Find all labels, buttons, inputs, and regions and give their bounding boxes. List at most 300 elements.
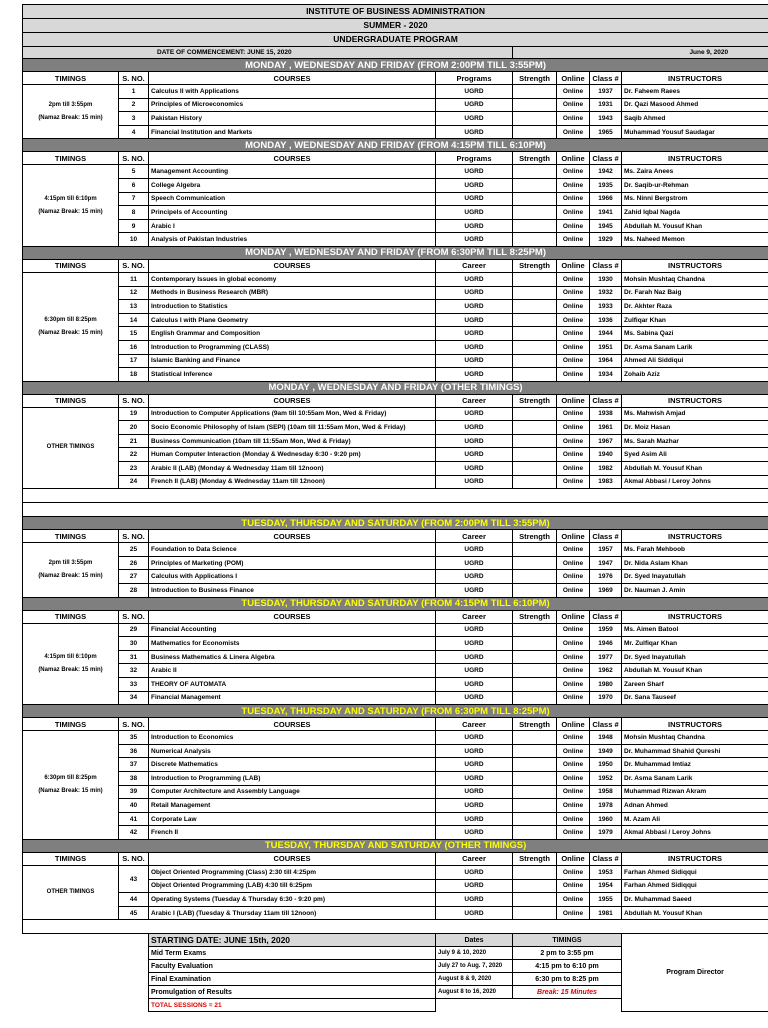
program-cell: UGRD <box>436 421 513 435</box>
schedule-label: Mid Term Exams <box>149 947 436 960</box>
program-cell: UGRD <box>436 691 513 705</box>
table-row <box>23 462 768 476</box>
sno-cell: 2 <box>119 98 149 112</box>
spacer-row <box>23 920 768 934</box>
instructor-cell: Dr. Moiz Hasan <box>622 421 768 435</box>
program-cell: UGRD <box>436 340 513 354</box>
instructor-cell: Akmal Abbasi / Leroy Johns <box>622 826 768 840</box>
section-title: MONDAY , WEDNESDAY AND FRIDAY (FROM 4:15PM TILL 6:10PM) <box>23 139 768 152</box>
strength-cell <box>513 691 557 705</box>
class-cell: 1940 <box>590 448 622 462</box>
table-row <box>23 354 768 368</box>
col-class: Class # <box>590 610 622 623</box>
sno-cell: 10 <box>119 233 149 247</box>
class-cell: 1977 <box>590 650 622 664</box>
instructor-cell: Farhan Ahmed Sidiqqui <box>622 865 768 879</box>
program-cell: UGRD <box>436 584 513 598</box>
timing-label: 4:15pm till 6:10pm <box>25 193 116 206</box>
instructor-cell: Ms. Mahwish Amjad <box>622 407 768 421</box>
program-cell: UGRD <box>436 462 513 476</box>
program-cell: UGRD <box>436 125 513 139</box>
program-cell: UGRD <box>436 543 513 557</box>
sno-cell: 38 <box>119 771 149 785</box>
sno-cell: 5 <box>119 165 149 179</box>
strength-cell <box>513 623 557 637</box>
timing-cell <box>23 85 119 139</box>
online-cell: Online <box>557 637 590 651</box>
namaz-break-label: (Namaz Break: 15 min) <box>25 785 116 798</box>
strength-cell <box>513 233 557 247</box>
class-cell: 1969 <box>590 584 622 598</box>
table-row <box>23 434 768 448</box>
namaz-break-label: (Namaz Break: 15 min) <box>25 112 116 125</box>
table-row <box>23 112 768 126</box>
col-programs: Career <box>436 610 513 623</box>
col-sno: S. NO. <box>119 610 149 623</box>
timing-label: 2pm till 3:55pm <box>25 99 116 112</box>
table-row <box>23 584 768 598</box>
timing-label: 6:30pm till 8:25pm <box>25 772 116 785</box>
strength-cell <box>513 112 557 126</box>
online-cell: Online <box>557 178 590 192</box>
online-cell: Online <box>557 826 590 840</box>
program-cell: UGRD <box>436 678 513 692</box>
col-instructors: INSTRUCTORS <box>622 394 768 407</box>
table-row <box>23 570 768 584</box>
class-cell: 1978 <box>590 799 622 813</box>
online-cell: Online <box>557 758 590 772</box>
online-cell: Online <box>557 165 590 179</box>
course-cell: Analysis of Pakistan Industries <box>149 233 436 247</box>
timing-label: 2pm till 3:55pm <box>25 557 116 570</box>
sno-cell: 15 <box>119 327 149 341</box>
sno-cell: 28 <box>119 584 149 598</box>
sno-cell: 33 <box>119 678 149 692</box>
course-cell: Arabic I <box>149 219 436 233</box>
course-cell: French II (LAB) (Monday & Wednesday 11am till 12noon) <box>149 475 436 489</box>
course-cell: Introduction to Programming (CLASS) <box>149 340 436 354</box>
online-cell: Online <box>557 879 590 893</box>
class-cell: 1981 <box>590 906 622 920</box>
course-cell: Arabic II <box>149 664 436 678</box>
class-cell: 1957 <box>590 543 622 557</box>
instructor-cell: Dr. Sana Tauseef <box>622 691 768 705</box>
col-class: Class # <box>590 530 622 543</box>
sno-cell: 3 <box>119 112 149 126</box>
course-cell: English Grammar and Composition <box>149 327 436 341</box>
sno-cell: 22 <box>119 448 149 462</box>
table-row <box>23 785 768 799</box>
sno-cell: 30 <box>119 637 149 651</box>
col-sno: S. NO. <box>119 152 149 165</box>
course-cell: Financial Accounting <box>149 623 436 637</box>
course-cell: Object Oriented Programming (Class) 2:30 till 4:25pm <box>149 865 436 879</box>
online-cell: Online <box>557 434 590 448</box>
instructor-cell: Ms. Ninni Bergstrom <box>622 192 768 206</box>
col-strength: Strength <box>513 72 557 85</box>
class-cell: 1967 <box>590 434 622 448</box>
namaz-break-label: (Namaz Break: 15 min) <box>25 327 116 340</box>
sno-cell: 40 <box>119 799 149 813</box>
strength-cell <box>513 678 557 692</box>
strength-cell <box>513 812 557 826</box>
section-title: TUESDAY, THURSDAY AND SATURDAY (FROM 4:15PM TILL 6:10PM) <box>23 597 768 610</box>
sno-cell: 42 <box>119 826 149 840</box>
table-row <box>23 272 768 286</box>
program-cell: UGRD <box>436 865 513 879</box>
program-cell: UGRD <box>436 785 513 799</box>
col-instructors: INSTRUCTORS <box>622 72 768 85</box>
instructor-cell: Dr. Syed Inayatullah <box>622 570 768 584</box>
program-cell: UGRD <box>436 906 513 920</box>
sno-cell: 4 <box>119 125 149 139</box>
course-cell: Retail Management <box>149 799 436 813</box>
program-cell: UGRD <box>436 286 513 300</box>
class-cell: 1958 <box>590 785 622 799</box>
strength-cell <box>513 286 557 300</box>
online-cell: Online <box>557 785 590 799</box>
table-row <box>23 421 768 435</box>
strength-cell <box>513 85 557 99</box>
section-title: TUESDAY, THURSDAY AND SATURDAY (FROM 6:30PM TILL 8:25PM) <box>23 705 768 718</box>
col-instructors: INSTRUCTORS <box>622 530 768 543</box>
table-row <box>23 826 768 840</box>
schedule-date: July 27 to Aug. 7, 2020 <box>436 960 513 973</box>
strength-cell <box>513 462 557 476</box>
sno-cell: 31 <box>119 650 149 664</box>
online-cell: Online <box>557 893 590 907</box>
table-row <box>23 799 768 813</box>
program-cell: UGRD <box>436 178 513 192</box>
online-cell: Online <box>557 799 590 813</box>
course-cell: College Algebra <box>149 178 436 192</box>
table-row <box>23 448 768 462</box>
col-strength: Strength <box>513 530 557 543</box>
col-courses: COURSES <box>149 72 436 85</box>
col-sno: S. NO. <box>119 394 149 407</box>
footer-blank <box>436 999 622 1012</box>
document-date: June 9, 2020 <box>513 47 768 59</box>
online-cell: Online <box>557 206 590 220</box>
col-online: Online <box>557 718 590 731</box>
course-cell: Principles of Marketing (POM) <box>149 556 436 570</box>
instructor-cell: Dr. Muhammad Shahid Qureshi <box>622 744 768 758</box>
class-cell: 1937 <box>590 85 622 99</box>
class-cell: 1947 <box>590 556 622 570</box>
sno-cell: 26 <box>119 556 149 570</box>
class-cell: 1943 <box>590 112 622 126</box>
online-cell: Online <box>557 313 590 327</box>
col-class: Class # <box>590 394 622 407</box>
schedule-date: August 8 & 9, 2020 <box>436 973 513 986</box>
col-timings: TIMINGS <box>23 530 119 543</box>
strength-cell <box>513 879 557 893</box>
program-cell: UGRD <box>436 272 513 286</box>
col-programs: Programs <box>436 72 513 85</box>
strength-cell <box>513 313 557 327</box>
table-row <box>23 650 768 664</box>
col-strength: Strength <box>513 852 557 865</box>
instructor-cell: Zahid Iqbal Nagda <box>622 206 768 220</box>
class-cell: 1970 <box>590 691 622 705</box>
col-online: Online <box>557 72 590 85</box>
table-row <box>23 691 768 705</box>
online-cell: Online <box>557 664 590 678</box>
starting-date: STARTING DATE: JUNE 15th, 2020 <box>149 934 436 947</box>
class-cell: 1982 <box>590 462 622 476</box>
program-cell: UGRD <box>436 327 513 341</box>
table-row <box>23 206 768 220</box>
course-cell: Islamic Banking and Finance <box>149 354 436 368</box>
strength-cell <box>513 354 557 368</box>
timing-label: 4:15pm till 6:10pm <box>25 651 116 664</box>
table-row <box>23 407 768 421</box>
timing-label: OTHER TIMINGS <box>25 886 116 899</box>
sno-cell: 24 <box>119 475 149 489</box>
instructor-cell: Ms. Aimen Batool <box>622 623 768 637</box>
online-cell: Online <box>557 448 590 462</box>
sno-cell: 41 <box>119 812 149 826</box>
col-strength: Strength <box>513 718 557 731</box>
col-sno: S. NO. <box>119 72 149 85</box>
class-cell: 1951 <box>590 340 622 354</box>
program-cell: UGRD <box>436 165 513 179</box>
instructor-cell: Dr. Nauman J. Amin <box>622 584 768 598</box>
col-strength: Strength <box>513 259 557 272</box>
table-row <box>23 758 768 772</box>
course-cell: Mathematics for Economists <box>149 637 436 651</box>
col-programs: Career <box>436 394 513 407</box>
program-cell: UGRD <box>436 233 513 247</box>
program-cell: UGRD <box>436 219 513 233</box>
online-cell: Online <box>557 812 590 826</box>
schedule-date: August 8 to 16, 2020 <box>436 986 513 999</box>
instructor-cell: Ms. Naheed Memon <box>622 233 768 247</box>
strength-cell <box>513 584 557 598</box>
col-courses: COURSES <box>149 852 436 865</box>
program-cell: UGRD <box>436 368 513 382</box>
program-cell: UGRD <box>436 570 513 584</box>
instructor-cell: Farhan Ahmed Sidiqqui <box>622 879 768 893</box>
strength-cell <box>513 731 557 745</box>
table-row <box>23 313 768 327</box>
program-cell: UGRD <box>436 799 513 813</box>
course-cell: Computer Architecture and Assembly Language <box>149 785 436 799</box>
col-timings: TIMINGS <box>23 152 119 165</box>
namaz-break-label: (Namaz Break: 15 min) <box>25 206 116 219</box>
sno-cell: 16 <box>119 340 149 354</box>
strength-cell <box>513 300 557 314</box>
class-cell: 1945 <box>590 219 622 233</box>
col-sno: S. NO. <box>119 718 149 731</box>
course-cell: Corporate Law <box>149 812 436 826</box>
online-cell: Online <box>557 906 590 920</box>
col-courses: COURSES <box>149 394 436 407</box>
table-row <box>23 219 768 233</box>
class-cell: 1935 <box>590 178 622 192</box>
strength-cell <box>513 448 557 462</box>
online-cell: Online <box>557 327 590 341</box>
strength-cell <box>513 906 557 920</box>
col-instructors: INSTRUCTORS <box>622 152 768 165</box>
course-cell: Calculus I with Plane Geometry <box>149 313 436 327</box>
timings-header: TIMINGS <box>513 934 622 947</box>
timetable-page <box>22 4 768 1012</box>
class-cell: 1983 <box>590 475 622 489</box>
table-row <box>23 637 768 651</box>
sno-cell: 19 <box>119 407 149 421</box>
online-cell: Online <box>557 543 590 557</box>
course-cell: Discrete Mathematics <box>149 758 436 772</box>
schedule-timing: Break: 15 Minutes <box>513 986 622 999</box>
instructor-cell: Ms. Sabina Qazi <box>622 327 768 341</box>
program-cell: UGRD <box>436 556 513 570</box>
instructor-cell: Dr. Muhammad Saeed <box>622 893 768 907</box>
strength-cell <box>513 178 557 192</box>
strength-cell <box>513 327 557 341</box>
strength-cell <box>513 98 557 112</box>
program-cell: UGRD <box>436 758 513 772</box>
program-cell: UGRD <box>436 744 513 758</box>
program-cell: UGRD <box>436 893 513 907</box>
course-cell: Methods in Business Research (MBR) <box>149 286 436 300</box>
table-row <box>23 893 768 907</box>
table-row <box>23 664 768 678</box>
course-cell: Arabic II (LAB) (Monday & Wednesday 11am till 12noon) <box>149 462 436 476</box>
strength-cell <box>513 865 557 879</box>
col-programs: Career <box>436 852 513 865</box>
col-instructors: INSTRUCTORS <box>622 718 768 731</box>
col-programs: Career <box>436 530 513 543</box>
col-strength: Strength <box>513 610 557 623</box>
sno-cell: 43 <box>119 865 149 892</box>
instructor-cell: Mohsin Mushtaq Chandna <box>622 731 768 745</box>
class-cell: 1941 <box>590 206 622 220</box>
online-cell: Online <box>557 556 590 570</box>
col-class: Class # <box>590 72 622 85</box>
strength-cell <box>513 368 557 382</box>
instructor-cell: Ms. Sarah Mazhar <box>622 434 768 448</box>
class-cell: 1965 <box>590 125 622 139</box>
course-cell: Business Mathematics & Linera Algebra <box>149 650 436 664</box>
course-cell: Introduction to Business Finance <box>149 584 436 598</box>
program-cell: UGRD <box>436 192 513 206</box>
class-cell: 1933 <box>590 300 622 314</box>
program-cell: UGRD <box>436 300 513 314</box>
instructor-cell: Dr. Asma Sanam Larik <box>622 771 768 785</box>
strength-cell <box>513 758 557 772</box>
strength-cell <box>513 421 557 435</box>
instructor-cell: Dr. Muhammad Imtiaz <box>622 758 768 772</box>
instructor-cell: Dr. Syed Inayatullah <box>622 650 768 664</box>
course-cell: Numerical Analysis <box>149 744 436 758</box>
instructor-cell: Dr. Akhter Raza <box>622 300 768 314</box>
section-title: MONDAY , WEDNESDAY AND FRIDAY (FROM 2:00PM TILL 3:55PM) <box>23 59 768 72</box>
program-cell: UGRD <box>436 475 513 489</box>
table-row <box>23 543 768 557</box>
program-cell: UGRD <box>436 98 513 112</box>
strength-cell <box>513 543 557 557</box>
table-row <box>23 906 768 920</box>
instructor-cell: Zulfiqar Khan <box>622 313 768 327</box>
online-cell: Online <box>557 272 590 286</box>
sno-cell: 9 <box>119 219 149 233</box>
online-cell: Online <box>557 368 590 382</box>
course-cell: Object Oriented Programming (LAB) 4:30 till 6:25pm <box>149 879 436 893</box>
class-cell: 1942 <box>590 165 622 179</box>
sno-cell: 23 <box>119 462 149 476</box>
sno-cell: 7 <box>119 192 149 206</box>
instructor-cell: M. Azam Ali <box>622 812 768 826</box>
program-cell: UGRD <box>436 354 513 368</box>
instructor-cell: Dr. Qazi Masood Ahmed <box>622 98 768 112</box>
col-strength: Strength <box>513 152 557 165</box>
online-cell: Online <box>557 300 590 314</box>
online-cell: Online <box>557 354 590 368</box>
namaz-break-label: (Namaz Break: 15 min) <box>25 664 116 677</box>
instructor-cell: Mr. Zulfiqar Khan <box>622 637 768 651</box>
class-cell: 1944 <box>590 327 622 341</box>
sno-cell: 21 <box>119 434 149 448</box>
program-cell: UGRD <box>436 206 513 220</box>
course-cell: Arabic I (LAB) (Tuesday & Thursday 11am till 12noon) <box>149 906 436 920</box>
course-cell: Introduction to Statistics <box>149 300 436 314</box>
col-strength: Strength <box>513 394 557 407</box>
instructor-cell: Muhammad Yousuf Saudagar <box>622 125 768 139</box>
timing-cell <box>23 407 119 489</box>
online-cell: Online <box>557 570 590 584</box>
instructor-cell: Abdullah M. Yousuf Khan <box>622 462 768 476</box>
program-cell: UGRD <box>436 826 513 840</box>
class-cell: 1959 <box>590 623 622 637</box>
footer-blank <box>119 934 149 1012</box>
online-cell: Online <box>557 475 590 489</box>
table-row <box>23 286 768 300</box>
col-courses: COURSES <box>149 259 436 272</box>
class-cell: 1954 <box>590 879 622 893</box>
course-cell: Operating Systems (Tuesday & Thursday 6:30 - 9:20 pm) <box>149 893 436 907</box>
schedule-timing: 6:30 pm to 8:25 pm <box>513 973 622 986</box>
instructor-cell: Dr. Saqib-ur-Rehman <box>622 178 768 192</box>
class-cell: 1980 <box>590 678 622 692</box>
course-cell: Introduction to Economics <box>149 731 436 745</box>
strength-cell <box>513 570 557 584</box>
schedule-timing: 2 pm to 3:55 pm <box>513 947 622 960</box>
sno-cell: 45 <box>119 906 149 920</box>
sno-cell: 44 <box>119 893 149 907</box>
program-director: Program Director <box>622 934 768 1012</box>
course-cell: Principels of Accounting <box>149 206 436 220</box>
instructor-cell: Adnan Ahmed <box>622 799 768 813</box>
term-title: SUMMER - 2020 <box>23 19 768 33</box>
timing-cell <box>23 865 119 919</box>
strength-cell <box>513 650 557 664</box>
col-sno: S. NO. <box>119 530 149 543</box>
course-cell: THEORY OF AUTOMATA <box>149 678 436 692</box>
dates-header: Dates <box>436 934 513 947</box>
table-row <box>23 98 768 112</box>
table-row <box>23 300 768 314</box>
col-courses: COURSES <box>149 530 436 543</box>
online-cell: Online <box>557 731 590 745</box>
online-cell: Online <box>557 691 590 705</box>
online-cell: Online <box>557 462 590 476</box>
strength-cell <box>513 407 557 421</box>
strength-cell <box>513 165 557 179</box>
online-cell: Online <box>557 112 590 126</box>
table-row <box>23 678 768 692</box>
course-cell: Foundation to Data Science <box>149 543 436 557</box>
